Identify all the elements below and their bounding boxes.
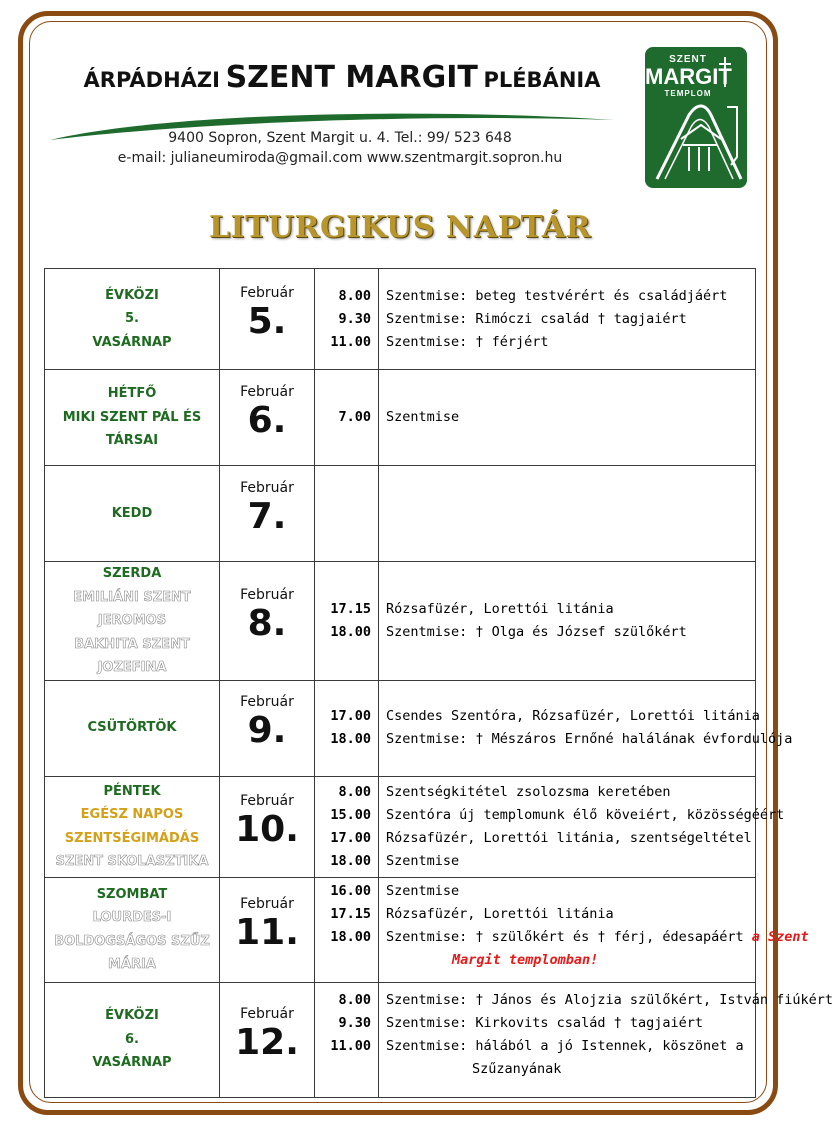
time-value: 18.00 [330, 928, 371, 945]
day-name-cell [45, 269, 220, 370]
title-main: SZENT MARGIT [225, 60, 478, 95]
event-text: Szentmise: † szülőkért és † férj, édesapáért [386, 928, 752, 945]
event-cell [379, 370, 756, 466]
time-cell [315, 877, 379, 982]
month-label: Február [240, 586, 294, 603]
day-name-line: PÉNTEK [103, 783, 161, 799]
time-cell [315, 269, 379, 370]
calendar-row [45, 982, 756, 1097]
event-cell [379, 680, 793, 776]
church-drawing-icon [645, 47, 747, 188]
time-value: 9.30 [338, 1014, 371, 1031]
day-name-line: 5. [125, 311, 139, 327]
month-label: Február [240, 694, 294, 710]
day-name-line: SZOMBAT [96, 886, 168, 902]
event-cell [379, 877, 809, 982]
calendar-row [45, 877, 756, 982]
day-name-line: KEDD [111, 505, 153, 521]
calendar-row [45, 269, 756, 370]
time-value: 16.00 [330, 882, 371, 899]
day-name-cell [45, 466, 220, 562]
parish-logo [645, 47, 747, 188]
memorial-line: LOURDES-I [92, 910, 172, 925]
time-value: 17.15 [330, 905, 371, 922]
adoration-line: EGÉSZ NAPOS [80, 807, 184, 822]
event-cell [379, 776, 785, 877]
date-cell [220, 370, 315, 466]
email-line: e-mail: julianeumiroda@gmail.com www.szentmargit.sopron.hu [117, 150, 563, 166]
event-text: Csendes Szentóra, Rózsafüzér, Lorettói litánia [386, 708, 760, 724]
calendar-row [45, 680, 756, 776]
event-cell [379, 269, 756, 370]
day-name-cell [45, 776, 220, 877]
event-continuation: Szűzanyának [472, 1060, 562, 1077]
event-text-with-note [386, 926, 809, 949]
time-cell [315, 982, 379, 1097]
event-text: Szentmise: beteg testvérért és családjáért [386, 287, 728, 304]
day-name-line: MIKI SZENT PÁL ÉS [62, 409, 202, 425]
day-name-cell [45, 562, 220, 681]
time-value: 11.00 [330, 333, 371, 350]
day-name-line: ÉVKÖZI [105, 1008, 159, 1024]
day-name-line: CSÜTÖRTÖK [87, 720, 177, 736]
location-note: a Szent [751, 928, 809, 945]
event-text: Szentóra új templomunk élő köveiért, közösségéért [386, 806, 785, 823]
time-value: 18.00 [330, 731, 371, 747]
event-text: Szentmise: † férjért [386, 333, 549, 350]
address-line: 9400 Sopron, Szent Margit u. 4. Tel.: 99/ 523 648 [168, 130, 512, 146]
event-text: Szentmise: hálából a jó Istennek, köszönet a [386, 1037, 744, 1054]
day-number: 11. [235, 911, 299, 953]
event-text: Szentmise: Kirkovits család † tagjaiért [386, 1014, 703, 1031]
calendar-heading: LITURGIKUS NAPTÁR [208, 210, 592, 245]
day-name-line: ÉVKÖZI [105, 287, 159, 303]
day-number: 8. [247, 602, 287, 644]
day-name-cell [45, 370, 220, 466]
day-name-line: VASÁRNAP [92, 1055, 172, 1071]
time-cell [315, 466, 379, 562]
event-text: Szentmise: † János és Alojzia szülőkért, István fiúkért [386, 991, 833, 1008]
logo-text-top: SZENT [669, 54, 707, 65]
location-note: Margit templomban! [452, 951, 599, 968]
event-text: Szentségkitétel zsolozsma keretében [386, 783, 671, 800]
date-cell [220, 269, 315, 370]
day-number: 12. [235, 1021, 299, 1063]
time-value: 8.00 [338, 783, 371, 800]
date-cell [220, 776, 315, 877]
day-name-cell [45, 680, 220, 776]
logo-text-bottom: TEMPLOM [664, 89, 712, 98]
time-cell [315, 370, 379, 466]
event-text: Rózsafüzér, Lorettói litánia [386, 600, 614, 617]
event-cell [379, 982, 833, 1097]
event-cell [379, 562, 756, 681]
liturgical-calendar-table [44, 268, 833, 1098]
memorial-line: BOLDOGSÁGOS SZŰZ [54, 933, 210, 949]
event-cell [379, 466, 756, 562]
day-number: 7. [247, 495, 287, 537]
calendar-row [45, 370, 756, 466]
location-note-line [386, 949, 755, 972]
calendar-row [45, 776, 756, 877]
month-label: Február [240, 479, 294, 496]
day-name-line: HÉTFŐ [107, 386, 157, 402]
date-cell [220, 466, 315, 562]
day-name-line: 6. [125, 1031, 139, 1047]
title-prefix: ÁRPÁDHÁZI [83, 68, 220, 92]
memorial-line: MÁRIA [108, 957, 156, 972]
parish-title [52, 60, 632, 95]
month-label: Február [240, 1005, 294, 1022]
day-number: 9. [247, 710, 287, 751]
time-value: 18.00 [330, 852, 371, 869]
time-value: 17.00 [330, 829, 371, 846]
event-text: Rózsafüzér, Lorettói litánia, szentségeltétel [386, 829, 752, 846]
time-value: 7.00 [338, 409, 371, 425]
memorial-line: SZENT SKOLASZTIKA [55, 854, 209, 869]
day-name-line: VASÁRNAP [92, 334, 172, 350]
day-number: 5. [247, 301, 287, 342]
month-label: Február [240, 792, 294, 809]
event-text: Szentmise [386, 852, 460, 869]
time-value: 18.00 [330, 623, 371, 640]
day-number: 6. [247, 399, 287, 441]
date-cell [220, 877, 315, 982]
date-cell [220, 680, 315, 776]
day-name-line: TÁRSAI [105, 433, 159, 449]
event-text: Szentmise [386, 409, 460, 425]
date-cell [220, 562, 315, 681]
calendar-row [45, 562, 756, 681]
time-value: 17.00 [330, 708, 371, 724]
calendar-row [45, 466, 756, 562]
time-value: 11.00 [330, 1037, 371, 1054]
event-text: Szentmise: † Mészáros Ernőné halálának évfordulója [386, 731, 793, 747]
month-label: Február [240, 895, 294, 912]
adoration-line: SZENTSÉGIMÁDÁS [64, 830, 200, 846]
time-value: 8.00 [338, 287, 371, 304]
time-value: 9.30 [338, 310, 371, 327]
day-name-line: SZERDA [102, 566, 162, 581]
month-label: Február [240, 285, 294, 301]
event-text: Rózsafüzér, Lorettói litánia [386, 905, 614, 922]
event-text: Szentmise: † Olga és József szülőkért [386, 623, 687, 640]
date-cell [220, 982, 315, 1097]
title-suffix: PLÉBÁNIA [483, 68, 601, 92]
time-value: 8.00 [338, 991, 371, 1008]
time-cell [315, 562, 379, 681]
memorial-line: BAKHITA SZENT JOZEFINA [74, 636, 190, 675]
day-number: 10. [235, 808, 299, 850]
memorial-line: EMILIÁNI SZENT JEROMOS [73, 589, 191, 628]
time-cell [315, 680, 379, 776]
time-cell [315, 776, 379, 877]
time-value: 15.00 [330, 806, 371, 823]
event-text: Szentmise: Rimóczi család † tagjaiért [386, 310, 687, 327]
month-label: Február [240, 383, 294, 400]
logo-text-main: MARGIT [645, 64, 732, 89]
event-text: Szentmise [386, 882, 460, 899]
time-value: 17.15 [330, 600, 371, 617]
day-name-cell [45, 982, 220, 1097]
day-name-cell [45, 877, 220, 982]
